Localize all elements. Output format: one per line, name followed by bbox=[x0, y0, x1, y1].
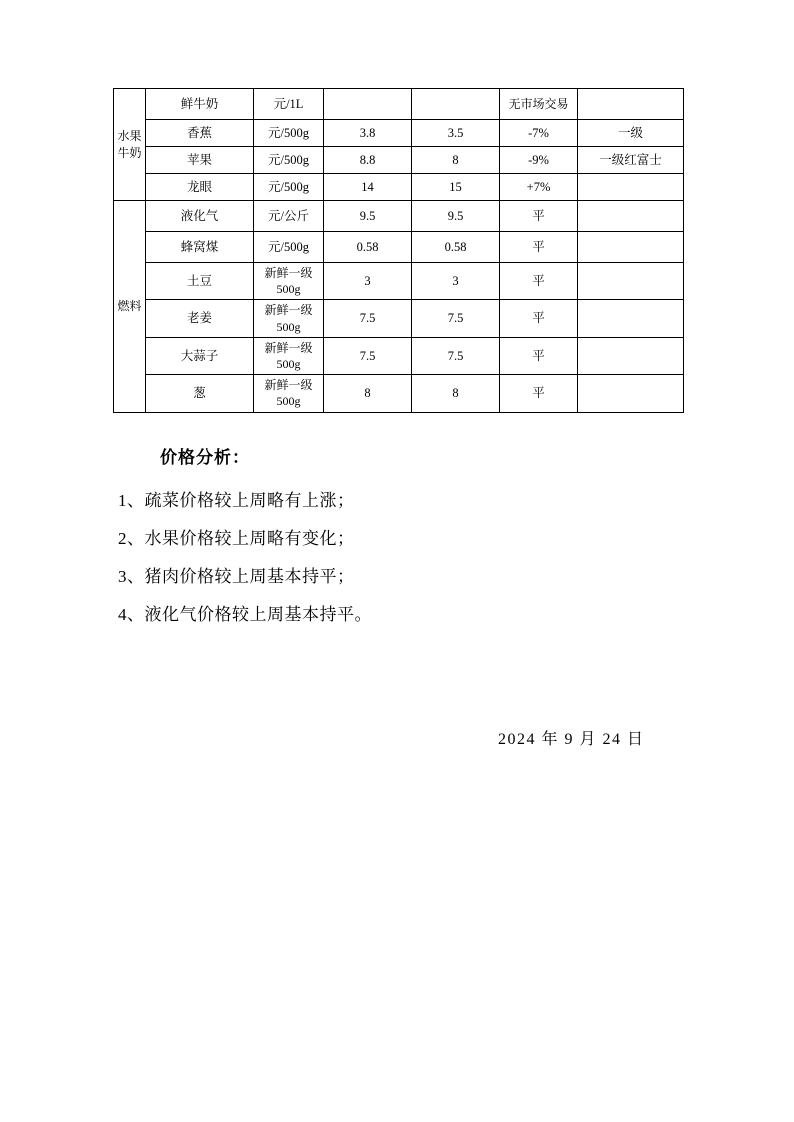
row-item: 葱 bbox=[146, 375, 254, 412]
row-change: 平 bbox=[500, 337, 578, 374]
list-item: 2、水果价格较上周略有变化； bbox=[118, 529, 355, 548]
row-unit bbox=[254, 300, 324, 337]
row-item: 液化气 bbox=[146, 201, 254, 232]
row-unit bbox=[254, 337, 324, 374]
row-remark bbox=[578, 263, 684, 300]
row-remark bbox=[578, 337, 684, 374]
price-table bbox=[113, 88, 684, 413]
row-unit: 元/500g bbox=[254, 120, 324, 147]
document-date: 2024 年 9 月 24 日 bbox=[498, 731, 645, 748]
row-unit: 元/500g bbox=[254, 174, 324, 201]
row-price-previous: 9.5 bbox=[412, 201, 500, 232]
table-row bbox=[114, 120, 684, 147]
row-change: -7% bbox=[500, 120, 578, 147]
row-price-previous: 15 bbox=[412, 174, 500, 201]
row-unit: 元/公斤 bbox=[254, 201, 324, 232]
list-item: 3、猪肉价格较上周基本持平； bbox=[118, 567, 355, 586]
row-item: 香蕉 bbox=[146, 120, 254, 147]
row-change: 平 bbox=[500, 263, 578, 300]
row-item: 大蒜子 bbox=[146, 337, 254, 374]
row-item: 土豆 bbox=[146, 263, 254, 300]
row-item: 蜂窝煤 bbox=[146, 232, 254, 263]
row-price-previous bbox=[412, 89, 500, 120]
row-change: 无市场交易 bbox=[500, 89, 578, 120]
row-unit-line2: 500g bbox=[276, 319, 301, 334]
row-unit-line1: 新鲜一级 bbox=[264, 303, 313, 318]
row-price-current: 0.58 bbox=[324, 232, 412, 263]
row-price-previous: 3 bbox=[412, 263, 500, 300]
row-price-current: 9.5 bbox=[324, 201, 412, 232]
table-row bbox=[114, 300, 684, 337]
row-unit-line2: 500g bbox=[276, 282, 301, 297]
row-unit: 元/1L bbox=[254, 89, 324, 120]
row-change: -9% bbox=[500, 147, 578, 174]
row-unit: 元/500g bbox=[254, 147, 324, 174]
row-price-current: 3.8 bbox=[324, 120, 412, 147]
row-item: 苹果 bbox=[146, 147, 254, 174]
row-unit: 元/500g bbox=[254, 232, 324, 263]
list-item: 1、疏菜价格较上周略有上涨； bbox=[118, 491, 355, 510]
row-change: 平 bbox=[500, 232, 578, 263]
row-price-current: 8.8 bbox=[324, 147, 412, 174]
analysis-list bbox=[118, 482, 678, 634]
row-unit bbox=[254, 263, 324, 300]
row-item: 老姜 bbox=[146, 300, 254, 337]
row-price-current: 14 bbox=[324, 174, 412, 201]
row-price-current: 7.5 bbox=[324, 337, 412, 374]
row-price-previous: 8 bbox=[412, 147, 500, 174]
row-price-previous: 8 bbox=[412, 375, 500, 412]
table-row bbox=[114, 375, 684, 412]
row-price-current: 7.5 bbox=[324, 300, 412, 337]
row-remark bbox=[578, 232, 684, 263]
list-item: 4、液化气价格较上周基本持平。 bbox=[118, 605, 372, 624]
table-row bbox=[114, 337, 684, 374]
row-unit-line1: 新鲜一级 bbox=[264, 340, 313, 355]
table-row bbox=[114, 201, 684, 232]
row-remark bbox=[578, 174, 684, 201]
row-remark bbox=[578, 89, 684, 120]
row-price-current: 8 bbox=[324, 375, 412, 412]
row-remark bbox=[578, 201, 684, 232]
row-price-previous: 7.5 bbox=[412, 337, 500, 374]
price-table-container bbox=[113, 88, 683, 413]
row-price-previous: 7.5 bbox=[412, 300, 500, 337]
row-unit-line2: 500g bbox=[276, 356, 301, 371]
row-remark bbox=[578, 375, 684, 412]
table-row bbox=[114, 232, 684, 263]
row-change: 平 bbox=[500, 201, 578, 232]
table-row bbox=[114, 89, 684, 120]
row-unit-line2: 500g bbox=[276, 394, 301, 409]
row-unit bbox=[254, 375, 324, 412]
row-category: 燃料 bbox=[114, 201, 146, 413]
row-item: 鲜牛奶 bbox=[146, 89, 254, 120]
row-change: 平 bbox=[500, 375, 578, 412]
row-unit-line1: 新鲜一级 bbox=[264, 378, 313, 393]
table-row bbox=[114, 147, 684, 174]
table-row bbox=[114, 174, 684, 201]
row-remark: 一级红富士 bbox=[578, 147, 684, 174]
table-row bbox=[114, 263, 684, 300]
row-change: 平 bbox=[500, 300, 578, 337]
row-price-current bbox=[324, 89, 412, 120]
row-item: 龙眼 bbox=[146, 174, 254, 201]
row-price-previous: 0.58 bbox=[412, 232, 500, 263]
row-unit-line1: 新鲜一级 bbox=[264, 266, 313, 280]
analysis-title: 价格分析： bbox=[160, 448, 250, 467]
row-price-current: 3 bbox=[324, 263, 412, 300]
row-price-previous: 3.5 bbox=[412, 120, 500, 147]
row-change: +7% bbox=[500, 174, 578, 201]
row-remark bbox=[578, 300, 684, 337]
row-category: 水果牛奶 bbox=[114, 89, 146, 201]
row-remark: 一级 bbox=[578, 120, 684, 147]
